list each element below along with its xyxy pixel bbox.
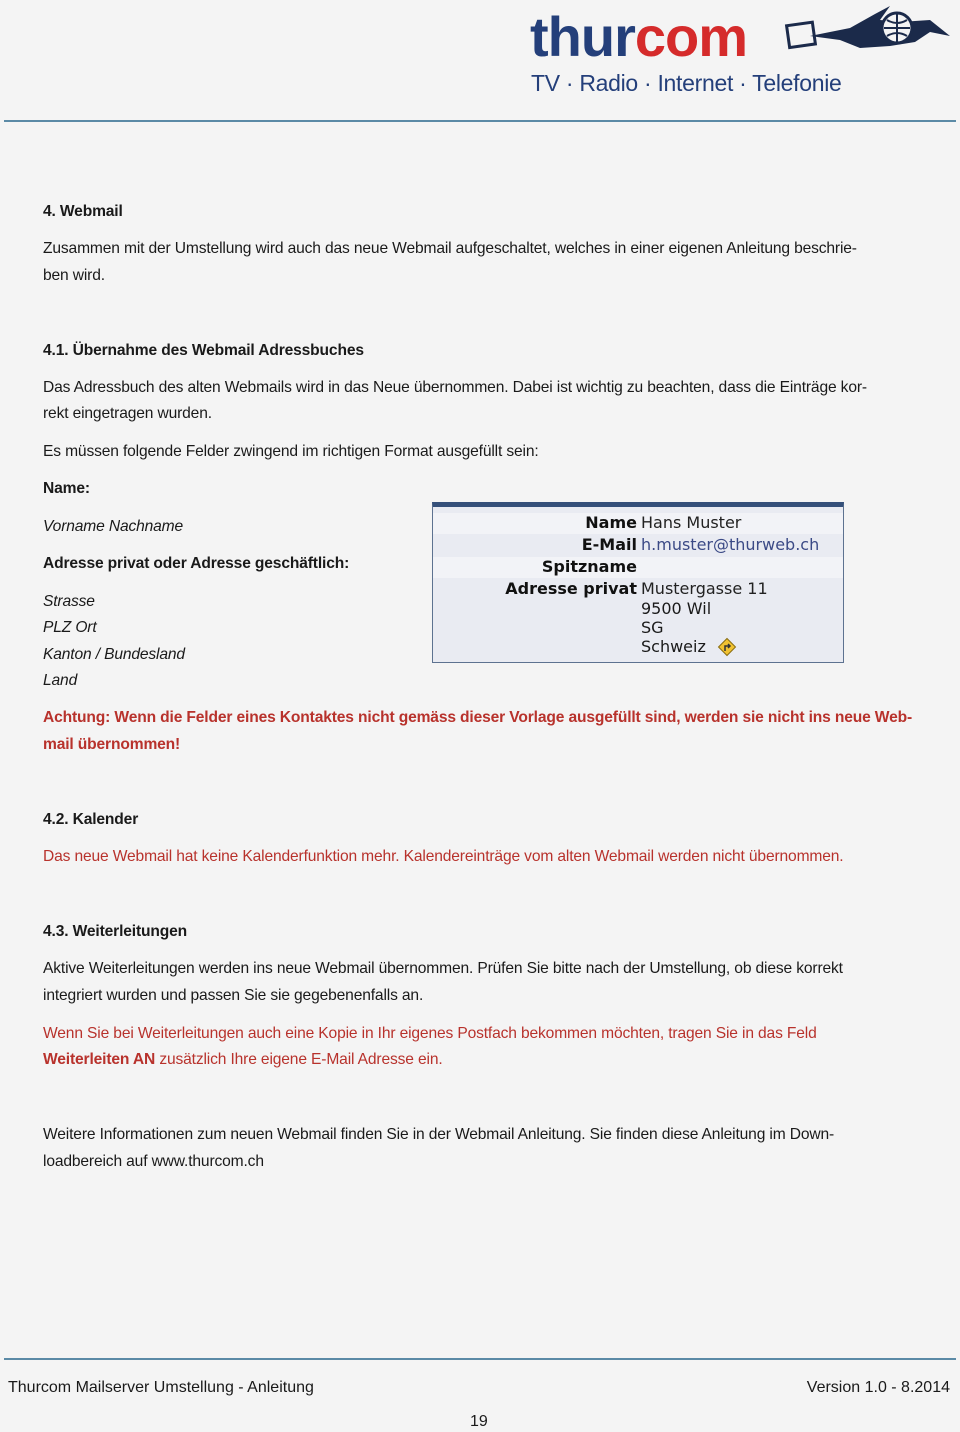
paragraph-line: Es müssen folgende Felder zwingend im richtigen Format ausgefüllt sein: [43,443,539,460]
footer-version: Version 1.0 - 8.2014 [806,1379,950,1396]
contact-row-nickname [433,557,843,578]
paragraph-line: Das Adressbuch des alten Webmails wird in das Neue übernommen. Dabei ist wichtig zu beachten, dass die Einträge kor- [43,379,867,396]
contact-row-name [433,513,843,534]
row-value: 9500 Wil [641,599,712,618]
row-value: Hans Muster [641,513,742,532]
warning-line: mail übernommen! [43,736,181,753]
field-value: Strasse [43,593,95,610]
row-value: h.muster@thurweb.ch [641,535,820,554]
paragraph-line: loadbereich auf www.thurcom.ch [43,1153,264,1170]
contact-row-address [433,579,843,600]
field-value: Land [43,672,78,689]
footer-title: Thurcom Mailserver Umstellung - Anleitung [8,1379,314,1396]
warning-line: Achtung: Wenn die Felder eines Kontaktes nicht gemäss dieser Vorlage ausgefüllt sind, werden sie nicht ins neue Web- [43,709,913,726]
row-value: SG [641,618,664,637]
field-value: Vorname Nachname [43,518,184,535]
row-label: Spitzname [541,557,637,576]
header-divider [4,120,956,122]
row-label: E-Mail [581,535,637,554]
logo-thur: thur [530,5,635,68]
paragraph-line [43,1051,443,1069]
row-label: Name [585,513,637,532]
paragraph-line: Aktive Weiterleitungen werden ins neue Webmail übernommen. Prüfen Sie bitte nach der Umstellung, ob diese korrekt [43,960,843,977]
field-value: PLZ Ort [43,619,97,636]
contact-card-screenshot [432,502,844,663]
section-heading: 4.3. Weiterleitungen [43,923,188,940]
row-value: Mustergasse 11 [641,579,768,598]
paragraph-line: Weitere Informationen zum neuen Webmail finden Sie in der Webmail Anleitung. Sie finden diese Anleitung im Down- [43,1126,835,1143]
logo-figure-icon [780,2,955,62]
contact-row-email [433,535,843,556]
logo-wordmark [530,4,747,69]
logo-tagline: TV · Radio · Internet · Telefonie [531,70,842,96]
section-heading: 4.2. Kalender [43,811,139,828]
paragraph-line: rekt eingetragen wurden. [43,405,212,422]
footer-divider [4,1358,956,1360]
logo-com: com [634,5,748,68]
paragraph-line: Das neue Webmail hat keine Kalenderfunktion mehr. Kalendereinträge vom alten Webmail werden nicht übernommen. [43,848,844,865]
row-label: Adresse privat [505,579,637,598]
field-label: Name: [43,480,90,497]
row-value: Schweiz [641,637,706,656]
field-label: Adresse privat oder Adresse geschäftlich: [43,555,350,572]
paragraph-line: integriert wurden und passen Sie sie gegebenenfalls an. [43,987,424,1004]
paragraph-line: Zusammen mit der Umstellung wird auch das neue Webmail aufgeschaltet, welches in einer eigenen Anleitung beschrie- [43,240,857,257]
page-number: 19 [470,1413,488,1430]
section-heading: 4. Webmail [43,203,123,220]
paragraph-line: ben wird. [43,267,105,284]
route-sign-icon[interactable] [717,637,737,657]
field-name-emphasis: Weiterleiten AN [43,1051,156,1068]
field-value: Kanton / Bundesland [43,646,185,663]
section-heading: 4.1. Übernahme des Webmail Adressbuches [43,342,364,359]
paragraph-line: Wenn Sie bei Weiterleitungen auch eine Kopie in Ihr eigenes Postfach bekommen möchten, tragen Sie in das Feld [43,1025,817,1042]
paragraph-text: zusätzlich Ihre eigene E-Mail Adresse ein. [155,1051,443,1068]
